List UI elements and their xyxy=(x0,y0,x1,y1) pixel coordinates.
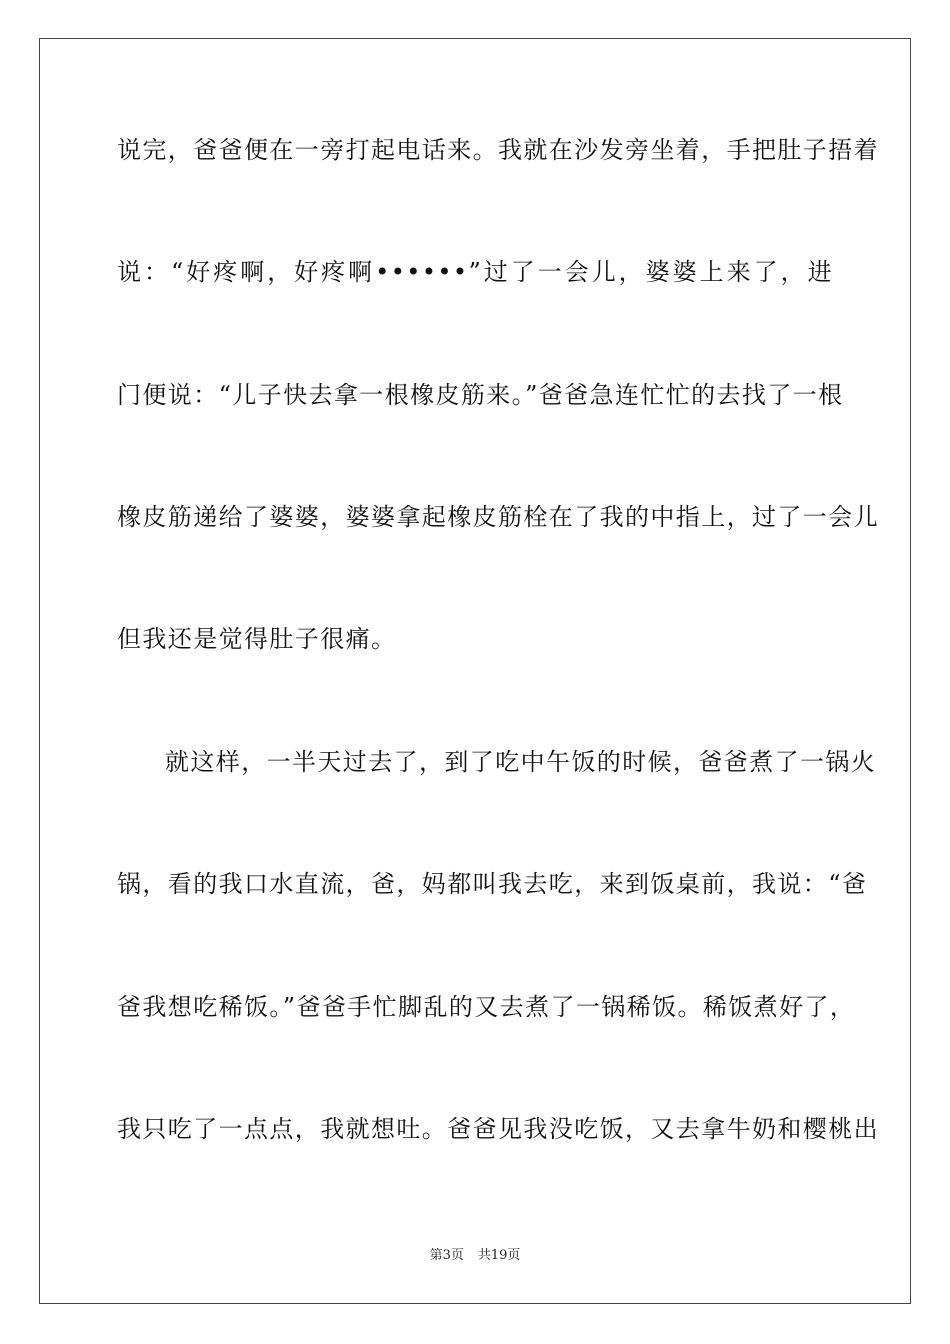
page-total: 共19页 xyxy=(477,1248,521,1263)
text-line-6: 就这样，一半天过去了，到了吃中午饭的时候，爸爸煮了一锅火 xyxy=(165,748,877,776)
text-line-8: 爸我想吃稀饭。”爸爸手忙脚乱的又去煮了一锅稀饭。稀饭煮好了， xyxy=(117,993,856,1021)
text-line-5: 但我还是觉得肚子很痛。 xyxy=(117,625,397,653)
text-line-1: 说完，爸爸便在一旁打起电话来。我就在沙发旁坐着，手把肚子捂着 xyxy=(117,136,879,164)
text-line-2: 说：“好疼啊，好疼啊••••••”过了一会儿，婆婆上来了，进 xyxy=(117,258,833,286)
page-number: 第3页 xyxy=(429,1248,464,1263)
text-line-9: 我只吃了一点点，我就想吐。爸爸见我没吃饭，又去拿牛奶和樱桃出 xyxy=(117,1115,879,1143)
text-line-3: 门便说：“儿子快去拿一根橡皮筋来。”爸爸急连忙忙的去找了一根 xyxy=(117,381,844,409)
text-line-4: 橡皮筋递给了婆婆，婆婆拿起橡皮筋栓在了我的中指上，过了一会儿 xyxy=(117,503,879,531)
page-footer xyxy=(0,1247,950,1265)
text-line-7: 锅，看的我口水直流，爸，妈都叫我去吃，来到饭桌前，我说：“爸 xyxy=(117,870,868,898)
